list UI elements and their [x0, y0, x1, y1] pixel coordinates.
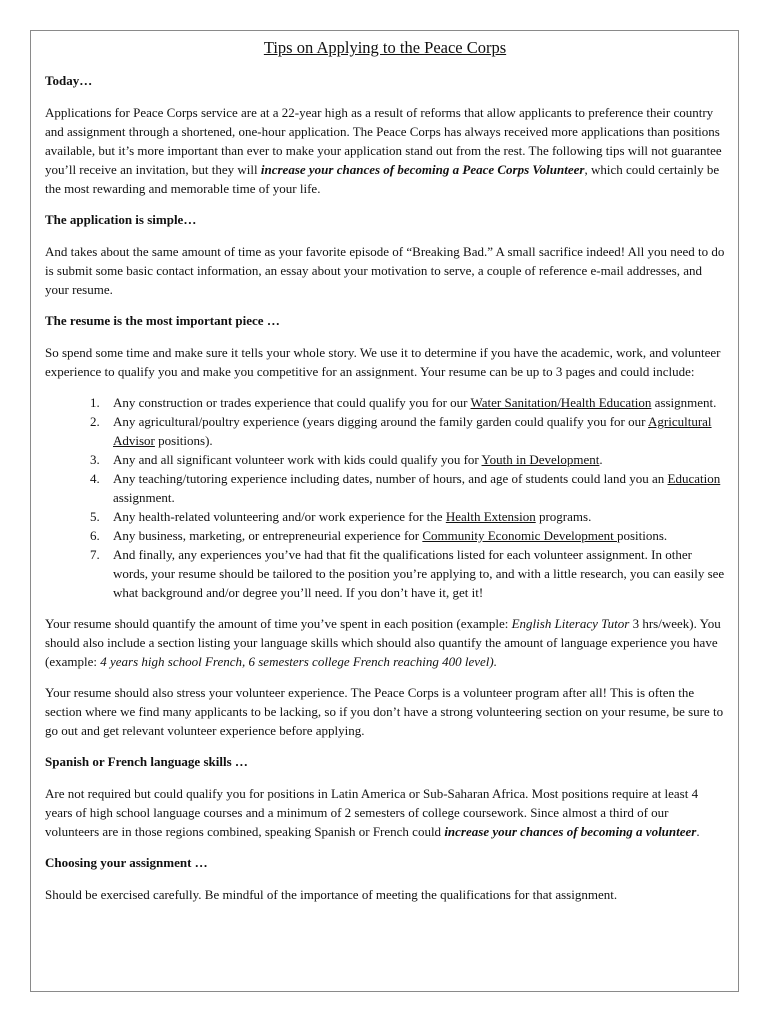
language-text-b: .: [696, 824, 700, 839]
list-number: 4.: [90, 471, 100, 486]
resume-tips-list: [45, 393, 725, 602]
today-paragraph: [45, 103, 725, 198]
list-item-text: Any teaching/tutoring experience including dates, number of hours, and age of students could land you an: [113, 471, 668, 486]
quantify-example-2: 4 years high school French, 6 semesters college French reaching 400 level).: [100, 654, 497, 669]
section-heading-resume: The resume is the most important piece …: [45, 313, 280, 328]
section-heading-application: The application is simple…: [45, 212, 197, 227]
list-item: [45, 526, 725, 545]
language-emphasis: increase your chances of becoming a volunteer: [444, 824, 697, 839]
list-item: [45, 469, 725, 507]
today-emphasis: increase your chances of becoming a Peace Corps Volunteer: [260, 162, 585, 177]
list-item-text-end: positions).: [154, 433, 213, 448]
list-item: [45, 412, 725, 450]
list-item: [45, 393, 725, 412]
list-item-text: Any health-related volunteering and/or work experience for the: [113, 509, 446, 524]
language-text-a: Are not required but could qualify you for positions in Latin America or Sub-Saharan Africa. Most positions require at least 4 years of high school language courses and a minimum of 2 semesters of college coursework. Since almost a third of our volunteers are in those regions combined, speaking Spanish or French could: [45, 786, 699, 839]
today-text-a: Applications for Peace Corps service are at a 22-year high as a result of reforms that allow applicants to preference their country and assignment through a shortened, one-hour application. The Peace Corps has always received more applications than positions available, but it’s more important than ever to make your application stand out from the rest. The following tips will not guarantee you’ll receive an invitation, but they will: [45, 105, 722, 177]
list-item-text-end: positions.: [616, 528, 668, 543]
list-item-text-end: assignment.: [113, 490, 175, 505]
assignment-paragraph: Should be exercised carefully. Be mindful of the importance of meeting the qualifications for that assignment.: [45, 887, 618, 902]
list-number: 6.: [90, 528, 100, 543]
list-item-text: And finally, any experiences you’ve had that fit the qualifications listed for each volunteer assignment. In other words, your resume should be tailored to the position you’re applying to, and with a little research, you can easily see what background and/or degree you’ll need. If you don’t have it, get it!: [113, 547, 725, 600]
link-youth-in-development[interactable]: Youth in Development: [481, 452, 600, 467]
application-paragraph: And takes about the same amount of time as your favorite episode of “Breaking Bad.” A small sacrifice indeed! All you need to do is submit some basic contact information, an essay about your motivation to serve, a couple of reference e-mail addresses, and your resume.: [45, 244, 725, 297]
list-number: 3.: [90, 452, 100, 467]
list-number: 7.: [90, 547, 100, 562]
quantify-text-a: Your resume should quantify the amount of time you’ve spent in each position (example:: [45, 616, 512, 631]
list-item-text-end: programs.: [535, 509, 592, 524]
list-item-text: Any business, marketing, or entrepreneurial experience for: [113, 528, 423, 543]
list-number: 5.: [90, 509, 100, 524]
list-number: 1.: [90, 395, 100, 410]
list-item-text: Any agricultural/poultry experience (years digging around the family garden could qualify you for our: [113, 414, 648, 429]
document-body: [45, 38, 725, 916]
list-item: [45, 507, 725, 526]
page-title: Tips on Applying to the Peace Corps: [263, 38, 507, 57]
language-paragraph: [45, 784, 725, 841]
list-item-text: Any and all significant volunteer work with kids could qualify you for: [113, 452, 482, 467]
quantify-paragraph: [45, 614, 725, 671]
resume-intro-paragraph: So spend some time and make sure it tells your whole story. We use it to determine if you have the academic, work, and volunteer experience to qualify you and make you competitive for an assignment. Your resume can be up to 3 pages and could include:: [45, 345, 721, 379]
link-agricultural-advisor[interactable]: Agricultural Advisor: [113, 414, 712, 448]
list-item: [45, 450, 725, 469]
list-item-text-end: assignment.: [651, 395, 717, 410]
list-item-text-end: .: [599, 452, 603, 467]
section-heading-today: Today…: [45, 73, 93, 88]
section-heading-assignment: Choosing your assignment …: [45, 855, 208, 870]
section-heading-language: Spanish or French language skills …: [45, 754, 248, 769]
link-education[interactable]: Education: [667, 471, 721, 486]
quantify-example-1: English Literacy Tutor: [511, 616, 630, 631]
list-number: 2.: [90, 414, 100, 429]
quantify-text-b: 3 hrs/week). You should also include a section listing your language skills which should also quantify the amount of language experience you have (example:: [45, 616, 721, 669]
link-health-extension[interactable]: Health Extension: [445, 509, 536, 524]
list-item: [45, 545, 725, 602]
volunteer-paragraph: Your resume should also stress your volunteer experience. The Peace Corps is a volunteer program after all! This is often the section where we find many applicants to be lacking, so if you don’t have a strong volunteering section on your resume, be sure to go out and get relevant volunteer experience before applying.: [45, 685, 724, 738]
link-water-sanitation[interactable]: Water Sanitation/Health Education: [470, 395, 652, 410]
list-item-text: Any construction or trades experience that could qualify you for our: [113, 395, 471, 410]
link-community-economic-development[interactable]: Community Economic Development: [422, 528, 617, 543]
today-text-b: , which could certainly be the most rewarding and memorable time of your life.: [45, 162, 720, 196]
